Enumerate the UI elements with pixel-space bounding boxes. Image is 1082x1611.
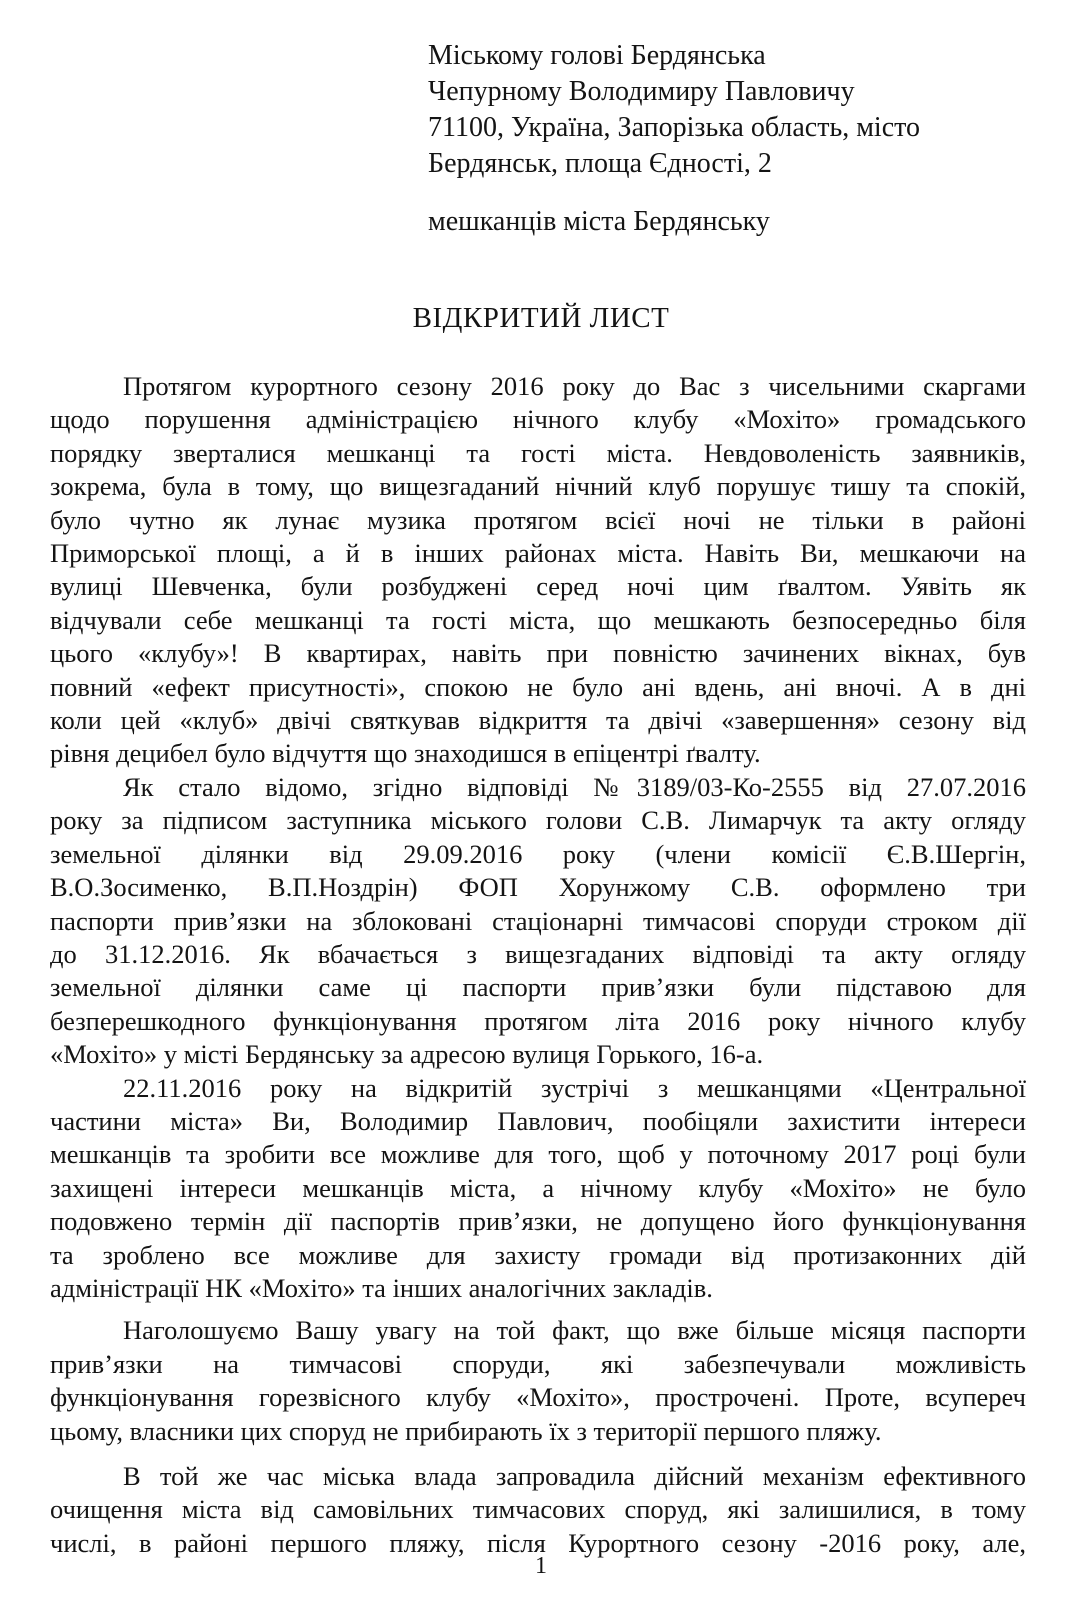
letter-body bbox=[50, 370, 1026, 1560]
text-line: цьому, власники цих споруд не прибирають їх з території першого пляжу. bbox=[50, 1415, 882, 1446]
paragraph bbox=[50, 1072, 1026, 1306]
text-line: цього «клубу»! В квартирах, навіть при повністю зачинених вікнах, був bbox=[50, 638, 1026, 669]
text-line: Наголошуємо Вашу увагу на той факт, що вже більше місяця паспорти bbox=[123, 1315, 1026, 1346]
addressee-line: 71100, Україна, Запорізька область, місто bbox=[428, 112, 921, 143]
text-line: адміністрації НК «Мохіто» та інших аналогічних закладів. bbox=[50, 1272, 713, 1303]
text-line: В.О.Зосименко, В.П.Ноздрін) ФОП Хорунжому С.В. оформлено три bbox=[50, 872, 1026, 903]
text-line: щодо порушення адміністрацією нічного клубу «Мохіто» громадського bbox=[50, 404, 1026, 435]
text-line: порядку зверталися мешканці та гості міста. Невдоволеність заявників, bbox=[50, 437, 1026, 468]
paragraph bbox=[50, 370, 1026, 771]
text-line: вулиці Шевченка, були розбуджені серед ночі цим ґвалтом. Уявіть як bbox=[50, 571, 1026, 602]
paragraph bbox=[50, 1314, 1026, 1448]
text-line: частини міста» Ви, Володимир Павлович, пообіцяли захистити інтереси bbox=[50, 1105, 1026, 1136]
text-line: Як стало відомо, згідно відповіді №3189/03-Ко-2555 від 27.07.2016 bbox=[123, 771, 1026, 802]
text-line: відчували себе мешканці та гості міста, що мешкають безпосередньо біля bbox=[50, 604, 1026, 635]
text-line: Протягом курортного сезону 2016 року до Вас з чисельними скаргами bbox=[123, 371, 1026, 401]
paragraph bbox=[50, 771, 1026, 1072]
text-line: Приморської площі, а й в інших районах міста. Навіть Ви, мешкаючи на bbox=[50, 538, 1026, 569]
text-line: рівня децибел було відчуття що знаходишся в епіцентрі ґвалту. bbox=[50, 738, 761, 769]
text-line: та зроблено все можливе для захисту громади від протизаконних дій bbox=[50, 1239, 1026, 1270]
paragraph bbox=[50, 1460, 1026, 1560]
text-line: до 31.12.2016. Як вбачається з вищезгаданих відповіді та акту огляду bbox=[50, 938, 1026, 969]
text-line: земельної ділянки від 29.09.2016 року (члени комісії Є.В.Шергін, bbox=[50, 838, 1026, 869]
addressee-line: Бердянськ, площа Єдності, 2 bbox=[428, 148, 772, 179]
text-line: безперешкодного функціонування протягом літа 2016 року нічного клубу bbox=[50, 1005, 1026, 1036]
text-line: В той же час міська влада запровадила дійсний механізм ефективного bbox=[123, 1461, 1026, 1491]
text-line: земельної ділянки саме ці паспорти прив’язки були підставою для bbox=[50, 972, 1026, 1003]
text-line: захищені інтереси мешканців міста, а нічному клубу «Мохіто» не було bbox=[50, 1172, 1026, 1203]
text-line: «Мохіто» у місті Бердянську за адресою вулиця Горького, 16-а. bbox=[50, 1039, 764, 1070]
text-line: повний «ефект присутності», спокою не було ані вдень, ані вночі. А в дні bbox=[50, 671, 1026, 702]
text-line: року за підписом заступника міського голови С.В. Лимарчук та акту огляду bbox=[50, 805, 1026, 836]
text-line: зокрема, була в тому, що вищезгаданий нічний клуб порушує тишу та спокій, bbox=[50, 471, 1026, 502]
addressee-line: Міському голові Бердянська bbox=[428, 40, 766, 71]
text-line: очищення міста від самовільних тимчасових споруд, які залишилися, в тому bbox=[50, 1494, 1026, 1525]
text-line: 22.11.2016 року на відкритій зустрічі з мешканцями «Центральної bbox=[123, 1072, 1026, 1103]
text-line: коли цей «клуб» двічі святкував відкриття та двічі «завершення» сезону від bbox=[50, 705, 1026, 736]
text-line: подовжено термін дії паспортів прив’язки, не допущено його функціонування bbox=[50, 1206, 1026, 1237]
page-number: 1 bbox=[535, 1553, 547, 1579]
text-line: числі, в районі першого пляжу, після Курортного сезону -2016 року, але, bbox=[50, 1527, 1026, 1558]
text-line: було чутно як лунає музика протягом всієї ночі не тільки в районі bbox=[50, 504, 1026, 535]
text-line: мешканців та зробити все можливе для того, щоб у поточному 2017 році були bbox=[50, 1139, 1026, 1170]
sender-line: мешканців міста Бердянську bbox=[428, 206, 770, 237]
addressee-block bbox=[428, 38, 1048, 182]
text-line: паспорти прив’язки на зблоковані стаціонарні тимчасові споруди строком дії bbox=[50, 905, 1026, 936]
letter-title: ВІДКРИТИЙ ЛИСТ bbox=[412, 302, 670, 334]
addressee-line: Чепурному Володимиру Павловичу bbox=[428, 76, 855, 107]
text-line: функціонування горезвісного клубу «Мохіто», прострочені. Проте, всупереч bbox=[50, 1382, 1026, 1413]
paragraph-container bbox=[50, 370, 1026, 1560]
text-line: прив’язки на тимчасові споруди, які забезпечували можливість bbox=[50, 1348, 1026, 1379]
